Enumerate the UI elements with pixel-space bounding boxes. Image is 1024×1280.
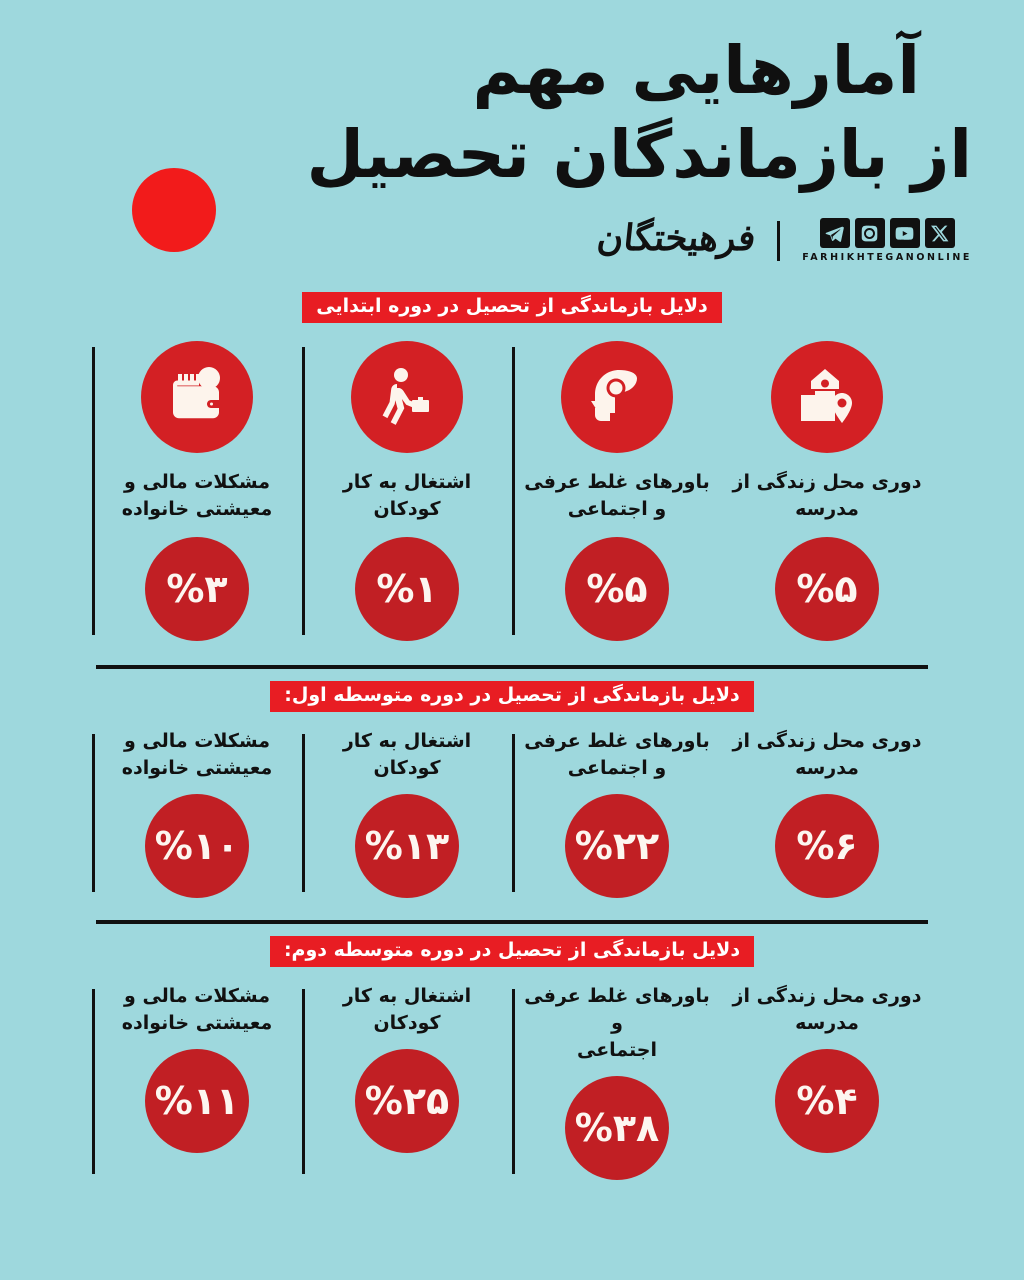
percentage-value: %۵ [586,566,648,611]
stat-card-label: مشکلات مالی و معیشتی خانواده [121,729,273,779]
social-block [802,218,972,263]
stat-card [302,341,512,641]
section-divider [96,920,928,924]
stat-card [722,341,932,641]
icon-circle [141,341,253,453]
percentage-badge [775,1049,879,1153]
icon-circle [351,341,463,453]
stat-card [512,728,722,898]
percentage-badge [565,537,669,641]
section-heading: دلایل بازماندگی از تحصیل در دوره متوسطه اول: [270,681,753,712]
percentage-badge [145,537,249,641]
section-title-wrap [0,292,1024,323]
stat-card-label: اشتغال به کار کودکان [342,729,472,779]
brand-logotype: فرهیختگان [594,216,758,259]
instagram-icon[interactable] [855,218,885,248]
percentage-value: %۲۲ [574,823,660,868]
section-title-wrap [0,681,1024,712]
stat-card-label: دوری محل زندگی از مدرسه [732,729,922,779]
stat-card-label: دوری محل زندگی از مدرسه [732,470,922,520]
stat-card-label: مشکلات مالی و معیشتی خانواده [121,984,273,1034]
section-heading: دلایل بازماندگی از تحصیل در دوره ابتدایی [302,292,722,323]
stat-card [302,983,512,1180]
social-icons [820,218,955,248]
school-location-icon [795,365,859,429]
stat-card [302,728,512,898]
cards-row [0,341,1024,641]
percentage-value: %۳۸ [574,1105,660,1150]
page-title-line-1: آمارهایی مهم [472,32,920,109]
stat-card-label: اشتغال به کار کودکان [342,984,472,1034]
section-heading: دلایل بازماندگی از تحصیل در دوره متوسطه دوم: [270,936,754,967]
stat-card-label: اشتغال به کار کودکان [342,470,472,520]
percentage-value: %۵ [796,566,858,611]
sections-root [0,292,1024,1180]
percentage-value: %۲۵ [364,1078,450,1123]
brand-url: FARHIKHTEGANONLINE [802,252,972,264]
telegram-icon[interactable] [820,218,850,248]
section-divider [96,665,928,669]
stat-card [92,341,302,641]
stat-card-label: دوری محل زندگی از مدرسه [732,984,922,1034]
stat-card [512,983,722,1180]
page-title-line-2: از بازماندگان تحصیل [306,115,972,193]
percentage-value: %۱۱ [154,1078,240,1123]
percentage-badge [565,794,669,898]
section-3 [0,920,1024,1180]
percentage-value: %۶ [796,823,858,868]
youtube-icon[interactable] [890,218,920,248]
stat-card-label: باورهای غلط عرفی و اجتماعی [524,470,710,520]
brand-divider [777,221,780,261]
stat-card-label: باورهای غلط عرفی و اجتماعی [524,729,710,779]
percentage-badge [775,537,879,641]
stat-card [722,983,932,1180]
title-block [34,34,990,192]
head-magnifier-icon [585,365,649,429]
child-labor-icon [375,365,439,429]
percentage-badge [775,794,879,898]
percentage-badge [145,794,249,898]
percentage-badge [355,537,459,641]
percentage-badge [565,1076,669,1180]
x-icon[interactable] [925,218,955,248]
percentage-badge [355,794,459,898]
stat-card [92,983,302,1180]
stat-card-label: باورهای غلط عرفی و اجتماعی [524,984,710,1061]
icon-circle [771,341,883,453]
percentage-value: %۴ [796,1078,858,1123]
stat-card-label: مشکلات مالی و معیشتی خانواده [121,470,273,520]
wallet-money-icon [165,365,229,429]
infographic-header [0,0,1024,272]
icon-circle [561,341,673,453]
percentage-value: %۱ [376,566,438,611]
section-title-wrap [0,936,1024,967]
percentage-value: %۱۰ [154,823,240,868]
percentage-badge [145,1049,249,1153]
section-2 [0,665,1024,898]
percentage-value: %۱۳ [364,823,450,868]
percentage-badge [355,1049,459,1153]
stat-card [722,728,932,898]
cards-row [0,983,1024,1180]
cards-row [0,728,1024,898]
stat-card [92,728,302,898]
percentage-value: %۳ [166,566,228,611]
stat-card [512,341,722,641]
section-1 [0,292,1024,641]
